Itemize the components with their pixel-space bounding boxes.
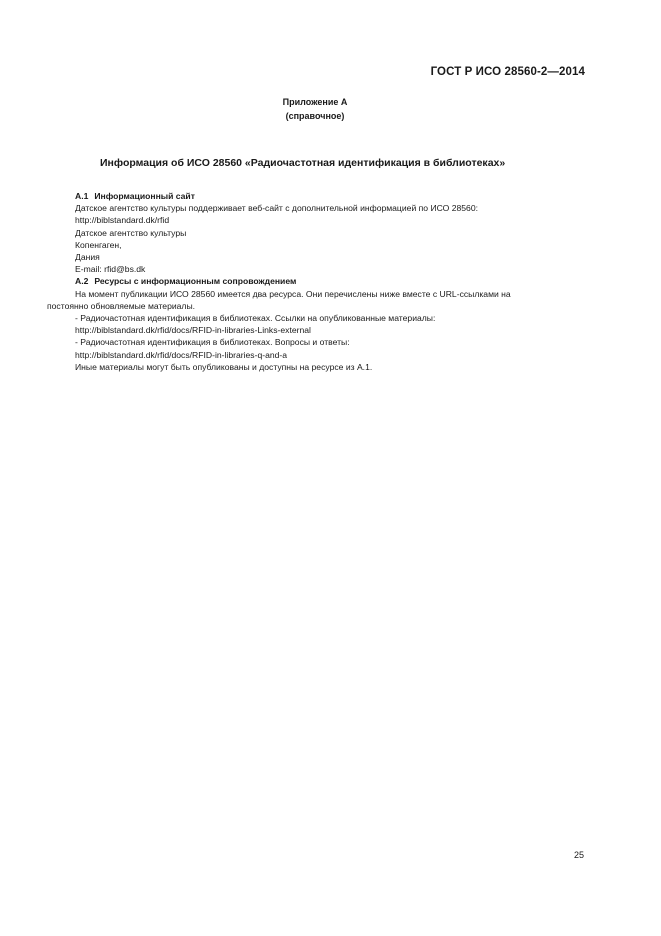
body-text xyxy=(47,190,595,373)
appendix-type: (справочное) xyxy=(285,111,345,121)
section-heading-a2 xyxy=(47,275,595,287)
url-line: http://biblstandard.dk/rfid/docs/RFID-in-libraries-q-and-a xyxy=(75,349,288,360)
section-number: А.2 xyxy=(75,276,89,287)
section-title: Информационный сайт xyxy=(94,191,195,201)
text-line: Датское агентство культуры поддерживает веб-сайт с дополнительной информацией по ИСО 28560: xyxy=(75,203,478,214)
url-line: http://biblstandard.dk/rfid xyxy=(75,215,170,226)
list-item: - Радиочастотная идентификация в библиотеках. Вопросы и ответы: xyxy=(75,337,350,348)
document-title: Информация об ИСО 28560 «Радиочастотная идентификация в библиотеках» xyxy=(100,157,506,169)
section-title: Ресурсы с информационным сопровождением xyxy=(94,276,297,287)
email-line: E-mail: rfid@bs.dk xyxy=(75,264,146,275)
section-number: А.1 xyxy=(75,191,89,201)
text-line: Иные материалы могут быть опубликованы и доступны на ресурсе из А.1. xyxy=(75,361,373,372)
section-heading-a1 xyxy=(47,190,595,202)
text-line: Датское агентство культуры xyxy=(75,227,187,238)
appendix-heading xyxy=(0,95,630,123)
appendix-label: Приложение А xyxy=(282,97,348,107)
standard-code: ГОСТ Р ИСО 28560-2—2014 xyxy=(430,66,585,78)
text-line: Копенгаген, xyxy=(75,239,122,250)
paragraph-first-line: На момент публикации ИСО 28560 имеется два ресурса. Они перечислены ниже вместе с URL-ссылками на xyxy=(75,288,511,299)
url-line: http://biblstandard.dk/rfid/docs/RFID-in-libraries-Links-external xyxy=(75,325,311,336)
page-number: 25 xyxy=(573,850,584,860)
paragraph-continuation: постоянно обновляемые материалы. xyxy=(47,300,196,311)
text-line: Дания xyxy=(75,252,100,263)
list-item: - Радиочастотная идентификация в библиотеках. Ссылки на опубликованные материалы: xyxy=(75,313,436,324)
